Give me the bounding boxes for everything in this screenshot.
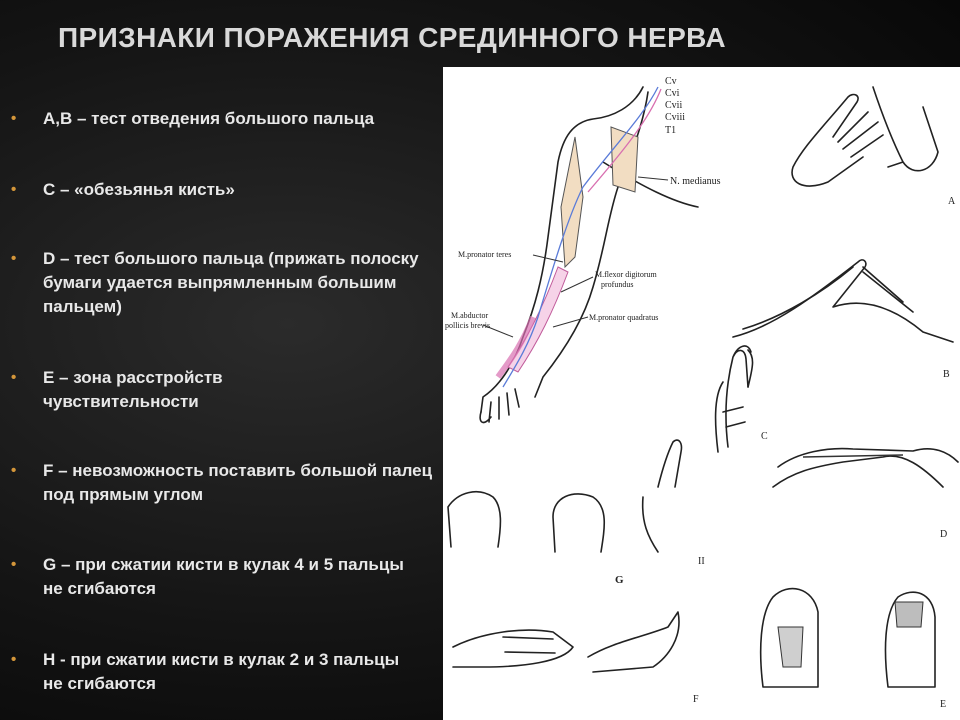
bullet-item — [11, 178, 440, 202]
arm-anatomy-drawing — [445, 76, 721, 422]
root-label: Cvii — [665, 100, 683, 111]
illustration-canvas — [443, 67, 960, 720]
fist-test-g — [448, 440, 705, 586]
bullet-text: E – зона расстройств чувствительности — [43, 368, 223, 411]
muscle-label: pollicis brevis — [445, 321, 491, 330]
root-label: Cvi — [665, 88, 680, 99]
bullet-item — [11, 107, 440, 131]
bullet-text: C – «обезьянья кисть» — [43, 180, 235, 199]
bullet-item — [11, 459, 440, 507]
panel-letter: B — [943, 369, 950, 380]
panel-letter: II — [698, 556, 705, 567]
bullet-marker-icon: • — [11, 181, 17, 198]
thumb-paper-test-d — [773, 449, 958, 540]
sensory-zone-shading — [895, 602, 923, 627]
bullet-list — [0, 0, 440, 720]
bullet-text: A,B – тест отведения большого пальца — [43, 109, 375, 128]
bullet-text: H - при сжатии кисти в кулак 2 и 3 пальцы не сгибаются — [43, 650, 400, 693]
bullet-text: D – тест большого пальца (прижать полоску бумаги удается выпрямленным большим пальцем) — [43, 249, 419, 316]
muscle-label: M.pronator quadratus — [589, 313, 659, 322]
bullet-item — [11, 648, 413, 696]
hands-abduction-test-a — [792, 87, 956, 207]
muscle-label: profundus — [601, 280, 634, 289]
root-label: Cviii — [665, 112, 686, 123]
muscle-label: M.abductor — [451, 311, 489, 320]
bullet-marker-icon: • — [11, 556, 17, 573]
panel-letter: C — [761, 431, 768, 442]
hands-abduction-test-b — [733, 260, 953, 380]
panel-letter: D — [940, 529, 948, 540]
root-label: T1 — [665, 125, 677, 136]
median-nerve-illustration — [443, 67, 960, 720]
root-label: Cv — [665, 76, 677, 87]
flat-hands-f — [453, 612, 699, 705]
muscle-label: M.pronator teres — [458, 250, 512, 259]
panel-letter: E — [940, 699, 947, 710]
panel-letter: F — [693, 694, 699, 705]
nerve-label: N. medianus — [670, 176, 721, 187]
sensory-zone-shading — [778, 627, 803, 667]
humerus-bone — [561, 137, 583, 267]
muscle-label: M.flexor digitorum — [595, 270, 657, 279]
bullet-item — [11, 553, 413, 601]
bullet-text: G – при сжатии кисти в кулак 4 и 5 пальцы не сгибаются — [43, 555, 404, 598]
bullet-marker-icon: • — [11, 250, 17, 267]
slide-title: ПРИЗНАКИ ПОРАЖЕНИЯ СРЕДИННОГО НЕРВА — [58, 22, 727, 53]
bullet-marker-icon: • — [11, 462, 17, 479]
bullet-marker-icon: • — [11, 369, 17, 386]
bullet-marker-icon: • — [11, 651, 17, 668]
ape-hand-c — [716, 346, 768, 452]
sensory-zone-hands-e — [761, 589, 946, 710]
bullet-text: F – невозможность поставить большой палец под прямым углом — [43, 461, 433, 504]
bullet-item — [11, 366, 303, 414]
bullet-item — [11, 247, 428, 319]
panel-letter: G — [615, 574, 624, 586]
bullet-marker-icon: • — [11, 110, 17, 127]
panel-letter: A — [948, 196, 956, 207]
